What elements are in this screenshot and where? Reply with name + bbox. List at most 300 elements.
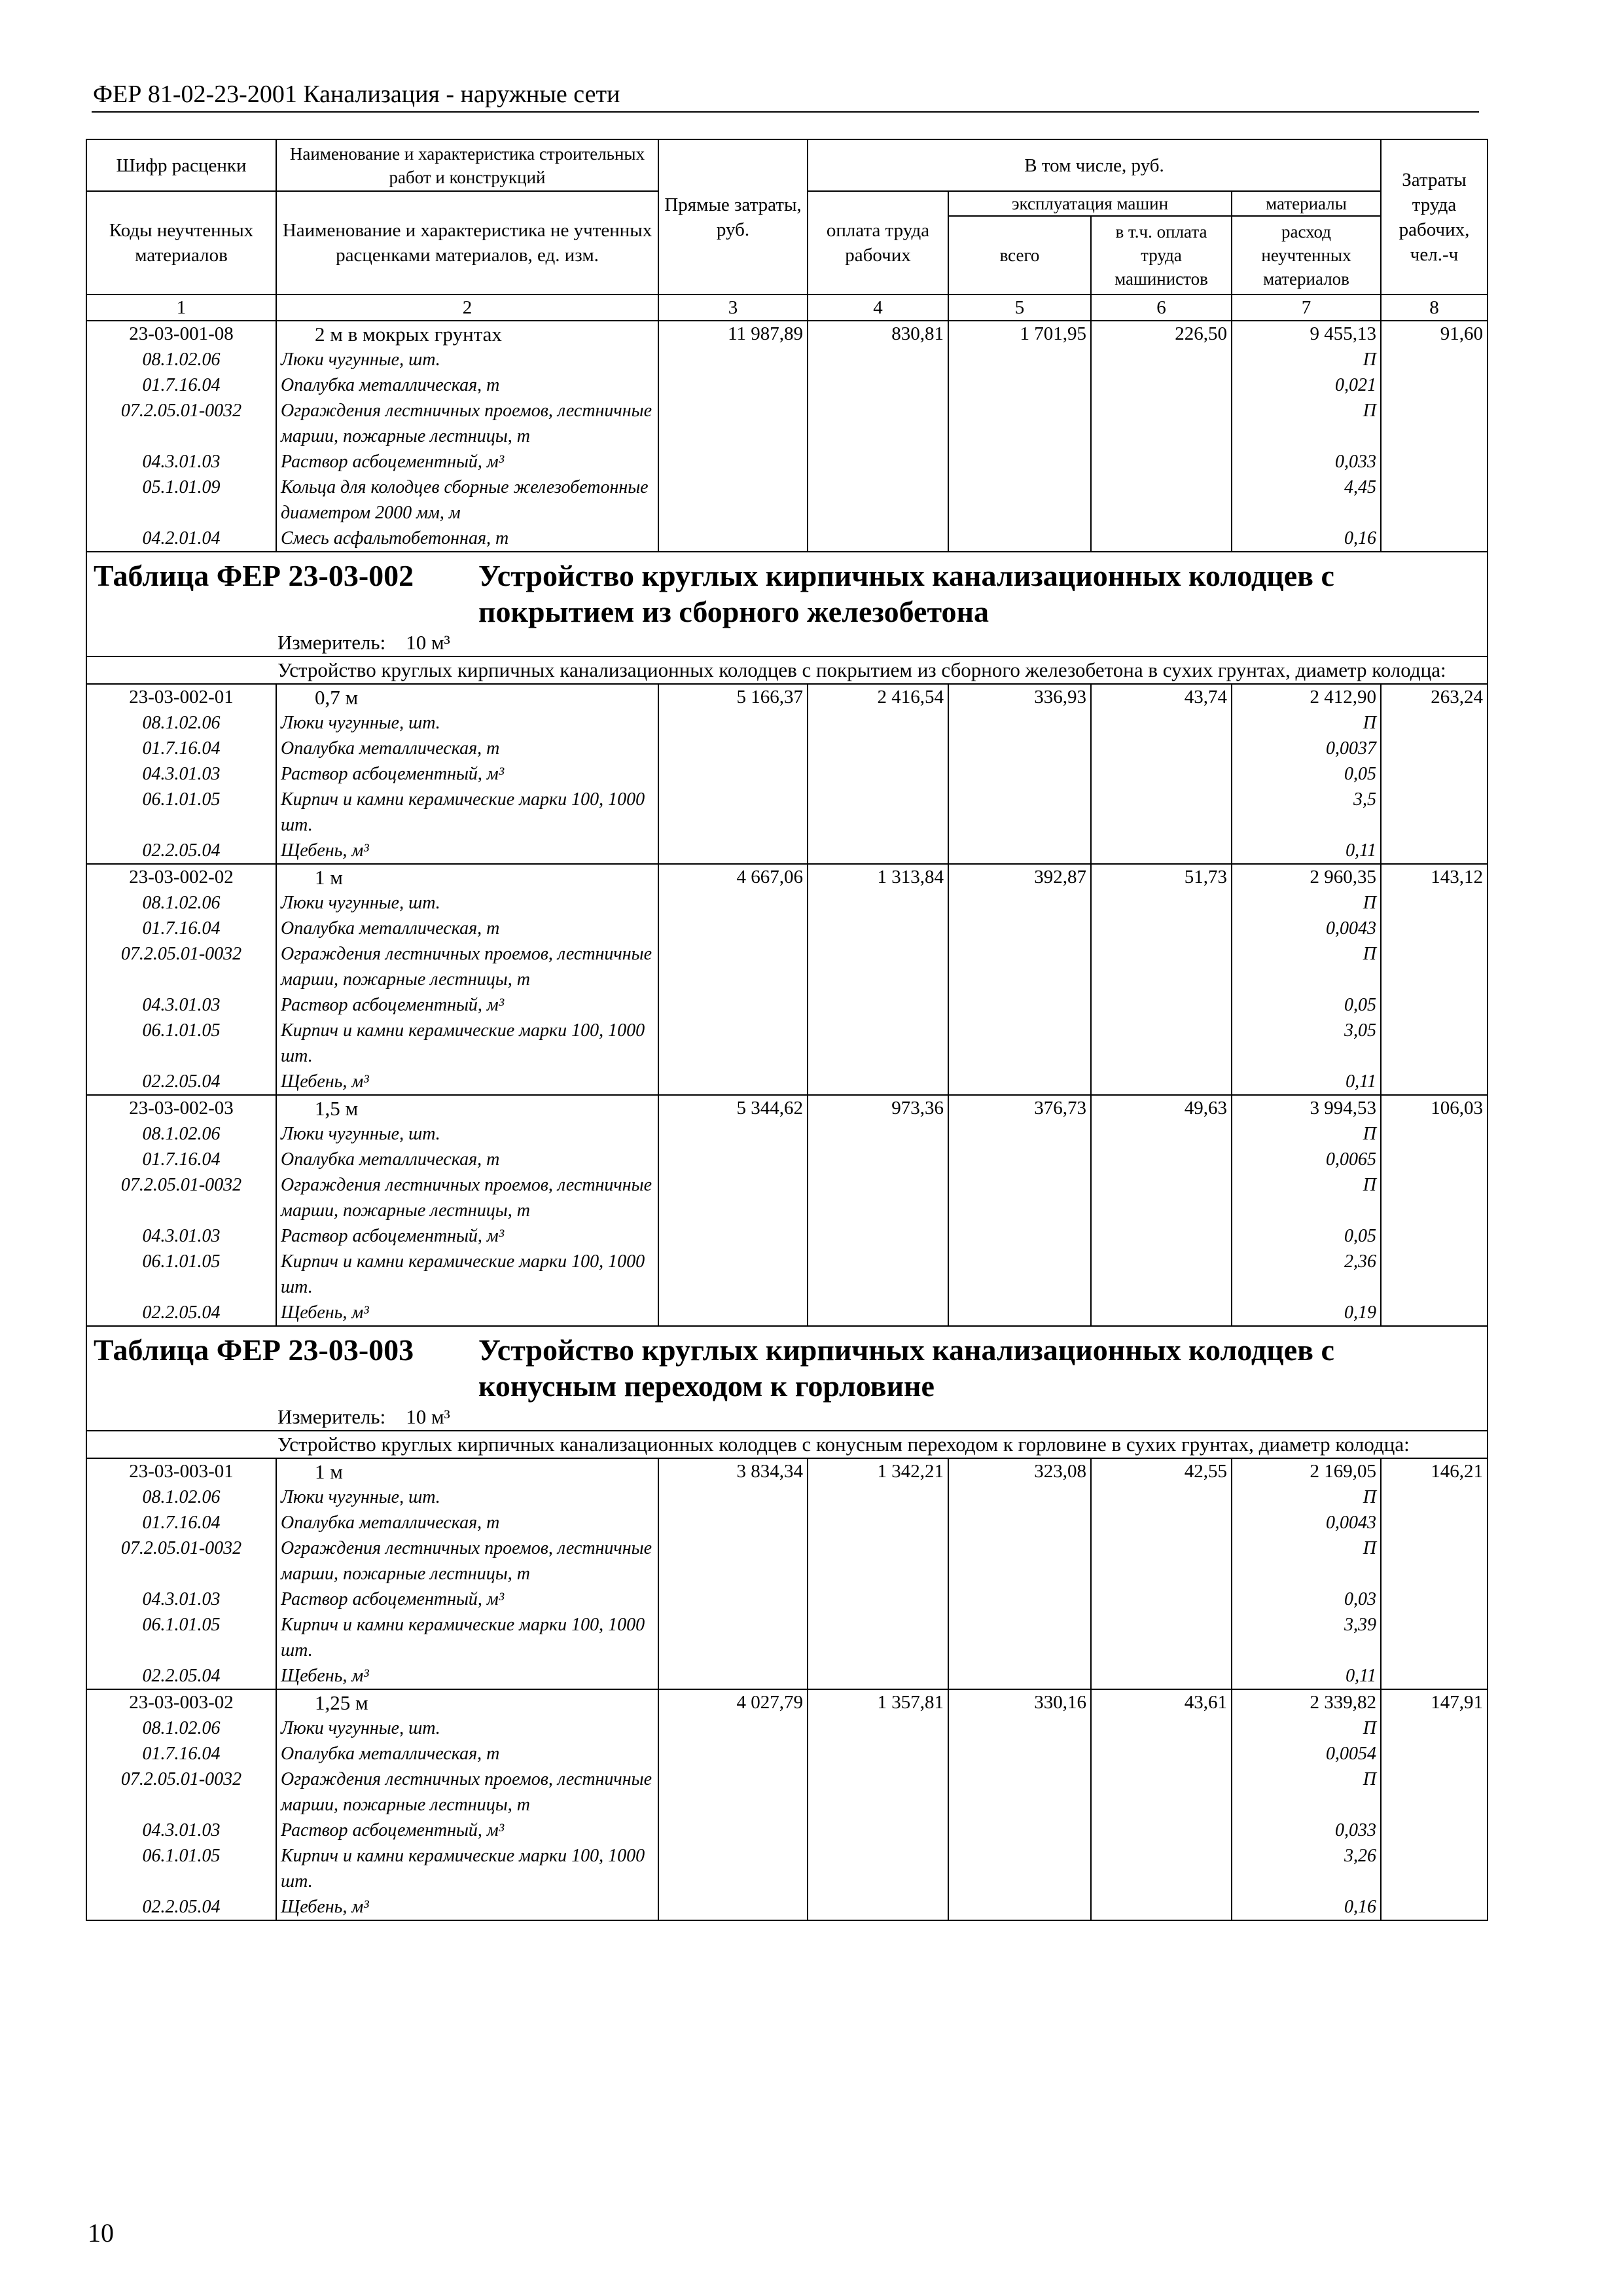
material-qty: П — [1232, 1121, 1381, 1147]
material-qty: 0,05 — [1232, 992, 1381, 1018]
operator-pay: 49,63 — [1091, 1095, 1232, 1121]
empty-cell — [948, 941, 1091, 992]
material-name: Щебень, м³ — [276, 838, 658, 864]
empty-cell — [808, 1018, 948, 1069]
worker-pay: 1 342,21 — [808, 1458, 948, 1484]
measure — [86, 630, 1488, 656]
material-qty: 0,16 — [1232, 1894, 1381, 1920]
material-qty: П — [1232, 1715, 1381, 1741]
empty-cell — [1091, 1121, 1232, 1147]
empty-cell — [1381, 761, 1488, 787]
material-code: 02.2.05.04 — [86, 1894, 276, 1920]
empty-cell — [948, 1535, 1091, 1587]
material-code: 04.3.01.03 — [86, 1223, 276, 1249]
rate-code: 23-03-002-01 — [86, 684, 276, 710]
materials-cost: 3 994,53 — [1232, 1095, 1381, 1121]
material-row — [86, 526, 1488, 552]
col-head-material-names: Наименование и характеристика не учтенных расценками материалов, ед. изм. — [276, 191, 658, 295]
material-code: 01.7.16.04 — [86, 916, 276, 941]
machines-total: 323,08 — [948, 1458, 1091, 1484]
material-qty: 0,05 — [1232, 1223, 1381, 1249]
empty-cell — [808, 761, 948, 787]
empty-cell — [808, 916, 948, 941]
rate-name: 1 м — [276, 1458, 658, 1484]
empty-cell — [948, 1510, 1091, 1535]
col-num: 2 — [276, 295, 658, 321]
direct-costs: 5 344,62 — [658, 1095, 808, 1121]
material-code: 02.2.05.04 — [86, 1300, 276, 1326]
material-row — [86, 736, 1488, 761]
empty-cell — [658, 398, 808, 449]
material-row — [86, 787, 1488, 838]
col-num: 4 — [808, 295, 948, 321]
empty-cell — [948, 1484, 1091, 1510]
rate-row — [86, 321, 1488, 347]
empty-cell — [808, 1121, 948, 1147]
empty-cell — [1381, 1300, 1488, 1326]
material-name: Раствор асбоцементный, м³ — [276, 1587, 658, 1612]
empty-cell — [948, 1300, 1091, 1326]
empty-cell — [658, 1484, 808, 1510]
empty-cell — [1091, 1612, 1232, 1663]
col-head-material-codes: Коды неучтенных материалов — [86, 191, 276, 295]
empty-cell — [808, 1172, 948, 1223]
empty-cell — [1381, 1818, 1488, 1843]
empty-cell — [658, 1843, 808, 1894]
material-name: Люки чугунные, шт. — [276, 1715, 658, 1741]
material-code: 08.1.02.06 — [86, 1484, 276, 1510]
operator-pay: 226,50 — [1091, 321, 1232, 347]
empty-cell — [1091, 1715, 1232, 1741]
labor-hours: 146,21 — [1381, 1458, 1488, 1484]
material-code: 01.7.16.04 — [86, 1147, 276, 1172]
material-row — [86, 1894, 1488, 1920]
empty-cell — [808, 992, 948, 1018]
empty-cell — [808, 1535, 948, 1587]
empty-cell — [948, 1767, 1091, 1818]
empty-cell — [1381, 372, 1488, 398]
worker-pay: 1 313,84 — [808, 864, 948, 890]
rate-code: 23-03-002-02 — [86, 864, 276, 890]
material-qty: 0,0054 — [1232, 1741, 1381, 1767]
empty-cell — [948, 1249, 1091, 1300]
empty-cell — [1091, 1587, 1232, 1612]
material-name: Раствор асбоцементный, м³ — [276, 1223, 658, 1249]
empty-cell — [948, 787, 1091, 838]
material-row — [86, 1510, 1488, 1535]
empty-cell — [1381, 916, 1488, 941]
empty-cell — [1091, 449, 1232, 475]
material-name: Кирпич и камни керамические марки 100, 1000 шт. — [276, 1249, 658, 1300]
empty-cell — [658, 347, 808, 372]
col-head-worker-pay: оплата труда рабочих — [808, 191, 948, 295]
empty-cell — [808, 1663, 948, 1689]
empty-cell — [658, 941, 808, 992]
empty-cell — [948, 1818, 1091, 1843]
material-qty: 0,03 — [1232, 1587, 1381, 1612]
material-qty: П — [1232, 890, 1381, 916]
empty-cell — [658, 1510, 808, 1535]
material-name: Раствор асбоцементный, м³ — [276, 761, 658, 787]
material-row — [86, 475, 1488, 526]
material-name: Ограждения лестничных проемов, лестничные марши, пожарные лестницы, т — [276, 1767, 658, 1818]
empty-cell — [1381, 1069, 1488, 1095]
material-qty: 3,5 — [1232, 787, 1381, 838]
empty-cell — [1381, 1018, 1488, 1069]
empty-cell — [948, 1172, 1091, 1223]
col-head-direct-costs: Прямые затраты, руб. — [658, 139, 808, 295]
col-head-rate-code: Шифр расценки — [86, 139, 276, 191]
empty-cell — [658, 710, 808, 736]
empty-cell — [948, 838, 1091, 864]
rate-row — [86, 684, 1488, 710]
empty-cell — [808, 347, 948, 372]
empty-cell — [948, 1715, 1091, 1741]
material-name: Смесь асфальтобетонная, т — [276, 526, 658, 552]
material-name: Люки чугунные, шт. — [276, 1121, 658, 1147]
empty-cell — [808, 787, 948, 838]
materials-cost: 2 169,05 — [1232, 1458, 1381, 1484]
empty-cell — [1381, 1612, 1488, 1663]
col-head-operator-pay: в т.ч. оплата труда машинистов — [1091, 216, 1232, 295]
material-row — [86, 1018, 1488, 1069]
direct-costs: 4 027,79 — [658, 1689, 808, 1715]
material-code: 07.2.05.01-0032 — [86, 1535, 276, 1587]
document-title: ФЕР 81-02-23-2001 Канализация - наружные сети — [93, 81, 620, 108]
material-qty: 2,36 — [1232, 1249, 1381, 1300]
empty-cell — [948, 1069, 1091, 1095]
labor-hours: 91,60 — [1381, 321, 1488, 347]
empty-cell — [1091, 838, 1232, 864]
material-row — [86, 1249, 1488, 1300]
page-number: 10 — [88, 2218, 114, 2248]
empty-cell — [658, 1818, 808, 1843]
empty-cell — [658, 1300, 808, 1326]
empty-cell — [1091, 1510, 1232, 1535]
empty-cell — [658, 992, 808, 1018]
direct-costs: 11 987,89 — [658, 321, 808, 347]
operator-pay: 42,55 — [1091, 1458, 1232, 1484]
empty-cell — [948, 736, 1091, 761]
material-name: Кирпич и камни керамические марки 100, 1000 шт. — [276, 1612, 658, 1663]
empty-cell — [1091, 992, 1232, 1018]
empty-cell — [808, 1484, 948, 1510]
empty-cell — [1381, 1715, 1488, 1741]
col-num: 1 — [86, 295, 276, 321]
empty-cell — [948, 347, 1091, 372]
empty-cell — [1381, 1510, 1488, 1535]
empty-cell — [1381, 1741, 1488, 1767]
labor-hours: 143,12 — [1381, 864, 1488, 890]
rate-row — [86, 864, 1488, 890]
empty-cell — [1381, 1587, 1488, 1612]
table-heading: Устройство круглых кирпичных канализационных колодцев с конусным переходом к горловине — [478, 1333, 1334, 1403]
operator-pay: 43,61 — [1091, 1689, 1232, 1715]
empty-cell — [808, 1741, 948, 1767]
empty-cell — [808, 941, 948, 992]
empty-cell — [948, 1018, 1091, 1069]
empty-cell — [658, 449, 808, 475]
empty-cell — [808, 1223, 948, 1249]
material-name: Люки чугунные, шт. — [276, 1484, 658, 1510]
table-number: Таблица ФЕР 23-03-003 — [94, 1333, 414, 1367]
material-qty: 0,021 — [1232, 372, 1381, 398]
material-code: 08.1.02.06 — [86, 890, 276, 916]
empty-cell — [808, 890, 948, 916]
material-code: 02.2.05.04 — [86, 1663, 276, 1689]
material-name: Опалубка металлическая, т — [276, 1510, 658, 1535]
empty-cell — [808, 1587, 948, 1612]
empty-cell — [1381, 1249, 1488, 1300]
empty-cell — [948, 1147, 1091, 1172]
material-name: Опалубка металлическая, т — [276, 1147, 658, 1172]
empty-cell — [1381, 710, 1488, 736]
material-name: Кольца для колодцев сборные железобетонные диаметром 2000 мм, м — [276, 475, 658, 526]
empty-cell — [948, 1121, 1091, 1147]
material-row — [86, 1767, 1488, 1818]
empty-cell — [948, 475, 1091, 526]
materials-cost: 2 339,82 — [1232, 1689, 1381, 1715]
machines-total: 376,73 — [948, 1095, 1091, 1121]
material-row — [86, 1484, 1488, 1510]
material-name: Щебень, м³ — [276, 1663, 658, 1689]
material-row — [86, 1069, 1488, 1095]
empty-cell — [1381, 347, 1488, 372]
material-qty: 0,11 — [1232, 1663, 1381, 1689]
material-row — [86, 1587, 1488, 1612]
material-row — [86, 1843, 1488, 1894]
rate-name: 1,25 м — [276, 1689, 658, 1715]
material-row — [86, 890, 1488, 916]
empty-cell — [1381, 1535, 1488, 1587]
empty-cell — [1381, 449, 1488, 475]
material-qty: 0,0037 — [1232, 736, 1381, 761]
material-name: Щебень, м³ — [276, 1894, 658, 1920]
empty-cell — [1091, 1843, 1232, 1894]
empty-cell — [808, 372, 948, 398]
empty-cell — [658, 1069, 808, 1095]
material-code: 06.1.01.05 — [86, 1018, 276, 1069]
empty-cell — [1381, 736, 1488, 761]
empty-cell — [808, 736, 948, 761]
empty-cell — [808, 475, 948, 526]
running-header — [92, 73, 1479, 113]
empty-cell — [1381, 1894, 1488, 1920]
empty-cell — [658, 787, 808, 838]
material-code: 04.3.01.03 — [86, 992, 276, 1018]
empty-cell — [1091, 398, 1232, 449]
empty-cell — [658, 736, 808, 761]
empty-cell — [1091, 1894, 1232, 1920]
empty-cell — [658, 1612, 808, 1663]
empty-cell — [1381, 1121, 1488, 1147]
material-code: 08.1.02.06 — [86, 1121, 276, 1147]
empty-cell — [1091, 1249, 1232, 1300]
material-code: 08.1.02.06 — [86, 347, 276, 372]
empty-cell — [1091, 475, 1232, 526]
material-code: 01.7.16.04 — [86, 736, 276, 761]
material-name: Ограждения лестничных проемов, лестничные марши, пожарные лестницы, т — [276, 1535, 658, 1587]
empty-cell — [948, 526, 1091, 552]
empty-cell — [1091, 1535, 1232, 1587]
material-row — [86, 372, 1488, 398]
empty-cell — [658, 1663, 808, 1689]
col-num: 7 — [1232, 295, 1381, 321]
material-code: 07.2.05.01-0032 — [86, 1767, 276, 1818]
material-qty: 0,11 — [1232, 1069, 1381, 1095]
material-code: 07.2.05.01-0032 — [86, 398, 276, 449]
empty-cell — [1091, 916, 1232, 941]
material-code: 04.2.01.04 — [86, 526, 276, 552]
col-head-machines-total: всего — [948, 216, 1091, 295]
empty-cell — [658, 838, 808, 864]
empty-cell — [658, 526, 808, 552]
empty-cell — [1381, 1843, 1488, 1894]
col-num: 8 — [1381, 295, 1488, 321]
empty-cell — [808, 449, 948, 475]
empty-cell — [1381, 526, 1488, 552]
empty-cell — [948, 1741, 1091, 1767]
empty-cell — [948, 1663, 1091, 1689]
material-code: 02.2.05.04 — [86, 838, 276, 864]
machines-total: 336,93 — [948, 684, 1091, 710]
rate-row — [86, 1095, 1488, 1121]
material-name: Люки чугунные, шт. — [276, 890, 658, 916]
empty-cell — [1381, 787, 1488, 838]
material-row — [86, 992, 1488, 1018]
labor-hours: 106,03 — [1381, 1095, 1488, 1121]
material-row — [86, 1147, 1488, 1172]
table-heading: Устройство круглых кирпичных канализационных колодцев с покрытием из сборного железобетона — [478, 559, 1334, 628]
labor-hours: 147,91 — [1381, 1689, 1488, 1715]
column-numbers-row — [86, 295, 1488, 321]
material-code: 06.1.01.05 — [86, 787, 276, 838]
measure-value: 10 м³ — [406, 631, 450, 654]
material-code: 01.7.16.04 — [86, 1741, 276, 1767]
material-qty: 0,16 — [1232, 526, 1381, 552]
empty-cell — [658, 1535, 808, 1587]
material-qty: П — [1232, 347, 1381, 372]
empty-cell — [948, 890, 1091, 916]
rates-table — [86, 139, 1488, 1921]
material-code: 07.2.05.01-0032 — [86, 941, 276, 992]
material-name: Кирпич и камни керамические марки 100, 1000 шт. — [276, 1843, 658, 1894]
measure-label: Измеритель: — [277, 1405, 386, 1428]
material-row — [86, 1223, 1488, 1249]
col-num: 3 — [658, 295, 808, 321]
direct-costs: 4 667,06 — [658, 864, 808, 890]
empty-cell — [808, 1843, 948, 1894]
table-title — [86, 1326, 1488, 1404]
empty-cell — [1091, 1223, 1232, 1249]
machines-total: 1 701,95 — [948, 321, 1091, 347]
empty-cell — [1381, 1172, 1488, 1223]
material-qty: 4,45 — [1232, 475, 1381, 526]
col-head-machines: эксплуатация машин — [948, 191, 1232, 216]
direct-costs: 5 166,37 — [658, 684, 808, 710]
material-name: Ограждения лестничных проемов, лестничные марши, пожарные лестницы, т — [276, 398, 658, 449]
empty-cell — [1381, 398, 1488, 449]
material-code: 02.2.05.04 — [86, 1069, 276, 1095]
material-name: Щебень, м³ — [276, 1300, 658, 1326]
empty-cell — [658, 1147, 808, 1172]
material-code: 01.7.16.04 — [86, 1510, 276, 1535]
empty-cell — [1381, 1663, 1488, 1689]
worker-pay: 1 357,81 — [808, 1689, 948, 1715]
material-code: 04.3.01.03 — [86, 761, 276, 787]
empty-cell — [1381, 1767, 1488, 1818]
rate-name: 1,5 м — [276, 1095, 658, 1121]
empty-cell — [1381, 1223, 1488, 1249]
empty-cell — [1091, 1767, 1232, 1818]
empty-cell — [948, 1223, 1091, 1249]
materials-cost: 2 412,90 — [1232, 684, 1381, 710]
material-qty: П — [1232, 1484, 1381, 1510]
material-name: Опалубка металлическая, т — [276, 372, 658, 398]
empty-cell — [808, 1147, 948, 1172]
empty-cell — [808, 1894, 948, 1920]
empty-cell — [658, 372, 808, 398]
material-row — [86, 1612, 1488, 1663]
material-row — [86, 710, 1488, 736]
material-row — [86, 1663, 1488, 1689]
material-qty: 3,05 — [1232, 1018, 1381, 1069]
material-name: Раствор асбоцементный, м³ — [276, 992, 658, 1018]
direct-costs: 3 834,34 — [658, 1458, 808, 1484]
material-row — [86, 916, 1488, 941]
rate-name: 0,7 м — [276, 684, 658, 710]
empty-cell — [1091, 1069, 1232, 1095]
empty-cell — [1091, 1018, 1232, 1069]
materials-cost: 9 455,13 — [1232, 321, 1381, 347]
empty-cell — [808, 1510, 948, 1535]
material-code: 04.3.01.03 — [86, 1587, 276, 1612]
empty-cell — [658, 475, 808, 526]
material-row — [86, 941, 1488, 992]
measure — [86, 1404, 1488, 1431]
empty-cell — [1091, 347, 1232, 372]
material-qty: 0,033 — [1232, 1818, 1381, 1843]
machines-total: 330,16 — [948, 1689, 1091, 1715]
material-row — [86, 761, 1488, 787]
material-qty: П — [1232, 1767, 1381, 1818]
measure-row — [86, 630, 1488, 656]
operator-pay: 43,74 — [1091, 684, 1232, 710]
empty-cell — [1091, 1741, 1232, 1767]
empty-cell — [1091, 1300, 1232, 1326]
section-description: Устройство круглых кирпичных канализационных колодцев с конусным переходом к горловине в сухих грунтах, диаметр колодца: — [86, 1431, 1488, 1458]
empty-cell — [1381, 1147, 1488, 1172]
empty-cell — [808, 1715, 948, 1741]
material-name: Раствор асбоцементный, м³ — [276, 449, 658, 475]
material-row — [86, 1300, 1488, 1326]
empty-cell — [948, 372, 1091, 398]
material-row — [86, 838, 1488, 864]
empty-cell — [658, 1894, 808, 1920]
col-num: 6 — [1091, 295, 1232, 321]
measure-label: Измеритель: — [277, 631, 386, 654]
empty-cell — [658, 1741, 808, 1767]
empty-cell — [808, 1249, 948, 1300]
rate-code: 23-03-001-08 — [86, 321, 276, 347]
material-qty: П — [1232, 1535, 1381, 1587]
empty-cell — [948, 1587, 1091, 1612]
table-header — [86, 139, 1488, 321]
material-qty: П — [1232, 710, 1381, 736]
section-description: Устройство круглых кирпичных канализационных колодцев с покрытием из сборного железобетона в сухих грунтах, диаметр колодца: — [86, 656, 1488, 684]
rate-code: 23-03-003-02 — [86, 1689, 276, 1715]
empty-cell — [658, 916, 808, 941]
